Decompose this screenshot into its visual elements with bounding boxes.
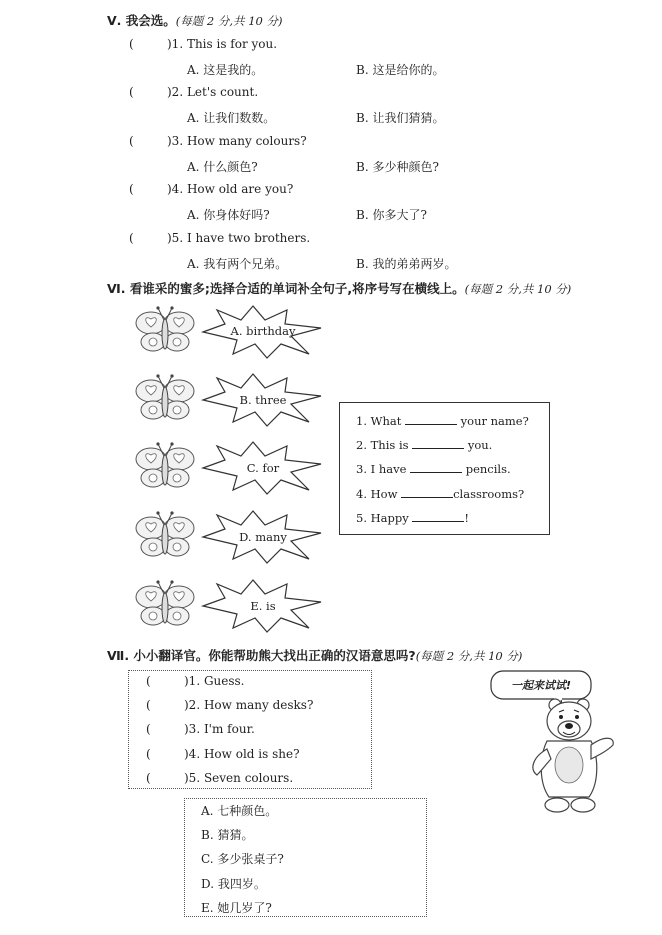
option-a: A. 让我们数数。	[187, 111, 276, 125]
answer-option-d: D. 我四岁。	[201, 877, 266, 891]
question-row: ( )4. How old is she?	[146, 747, 300, 761]
answer-blank[interactable]: (	[129, 231, 134, 245]
answer-blank[interactable]: (	[129, 85, 134, 99]
option-b: B. 这是给你的。	[356, 63, 445, 77]
option-a: A. 什么颜色?	[187, 160, 258, 174]
answer-option-e: E. 她几岁了?	[201, 901, 272, 915]
flower-word-b: B. three	[239, 393, 287, 407]
section7-title: Ⅶ. 小小翻译官。你能帮助熊大找出正确的汉语意思吗?	[107, 648, 416, 663]
question-row	[129, 231, 310, 245]
sentence-5: 5. Happy !	[356, 511, 470, 525]
answer-blank[interactable]: (	[129, 134, 134, 148]
answer-blank[interactable]: (	[146, 722, 151, 736]
sentence-1: 1. What your name?	[356, 414, 529, 428]
sentence-4: 4. How classrooms?	[356, 487, 525, 501]
flower-word-c: C. for	[246, 461, 280, 475]
butterfly-icon	[136, 374, 194, 419]
section7-heading	[107, 646, 522, 664]
answer-blank[interactable]: (	[146, 747, 151, 761]
flower-word-d: D. many	[239, 530, 287, 544]
option-a: A. 这是我的。	[187, 63, 264, 77]
answer-option-c: C. 多少张桌子?	[201, 852, 284, 866]
sentence-box	[339, 402, 550, 535]
answer-blank[interactable]: (	[146, 771, 151, 785]
section7-note: (每题 2 分,共 10 分)	[415, 649, 523, 663]
fill-blank[interactable]	[405, 414, 457, 425]
section6-title: Ⅵ. 看谁采的蜜多;选择合适的单词补全句子,将序号写在横线上。	[107, 281, 465, 296]
fill-blank[interactable]	[401, 487, 453, 498]
fill-blank[interactable]	[412, 511, 464, 522]
question-row: ( )2. How many desks?	[146, 698, 314, 712]
option-b: B. 让我们猜猜。	[356, 111, 445, 125]
question-row	[129, 134, 307, 148]
butterfly-icon	[136, 306, 194, 351]
answer-option-a: A. 七种颜色。	[201, 804, 278, 818]
option-b: B. 多少种颜色?	[356, 160, 439, 174]
question-text: )2. Let's count.	[167, 85, 259, 99]
question-row	[129, 85, 258, 99]
speech-bubble-text: 一起来试试!	[510, 679, 572, 692]
butterfly-icon	[136, 442, 194, 487]
question-row: ( )1. Guess.	[146, 674, 245, 688]
option-b: B. 你多大了?	[356, 208, 427, 222]
option-b: B. 我的弟弟两岁。	[356, 257, 457, 271]
answer-blank[interactable]: (	[146, 698, 151, 712]
answer-blank[interactable]: (	[146, 674, 151, 688]
butterfly-icon	[136, 580, 194, 625]
answer-option-b: B. 猜猜。	[201, 828, 254, 842]
question-row: ( )5. Seven colours.	[146, 771, 294, 785]
fill-blank[interactable]	[412, 438, 464, 449]
question-text: )5. I have two brothers.	[167, 231, 311, 245]
flower-word-e: E. is	[250, 599, 276, 613]
question-row: ( )3. I'm four.	[146, 722, 255, 736]
section5-note: (每题 2 分,共 10 分)	[175, 14, 283, 28]
question-text: )4. How old are you?	[167, 182, 294, 196]
option-a: A. 你身体好吗?	[187, 208, 270, 222]
question-row	[129, 37, 277, 51]
flower-word-a: A. birthday	[230, 324, 296, 338]
option-a: A. 我有两个兄弟。	[187, 257, 288, 271]
answer-blank[interactable]: (	[129, 182, 134, 196]
fill-blank[interactable]	[410, 462, 462, 473]
section5-heading	[107, 11, 282, 29]
question-text: )1. This is for you.	[167, 37, 278, 51]
section6-heading	[107, 279, 571, 297]
answer-blank[interactable]: (	[129, 37, 134, 51]
section6-note: (每题 2 分,共 10 分)	[464, 282, 572, 296]
sentence-2: 2. This is you.	[356, 438, 493, 452]
section5-title: Ⅴ. 我会选。	[107, 13, 176, 28]
question-text: )3. How many colours?	[167, 134, 307, 148]
butterfly-icon	[136, 511, 194, 556]
sentence-3: 3. I have pencils.	[356, 462, 511, 476]
question-row	[129, 182, 293, 196]
